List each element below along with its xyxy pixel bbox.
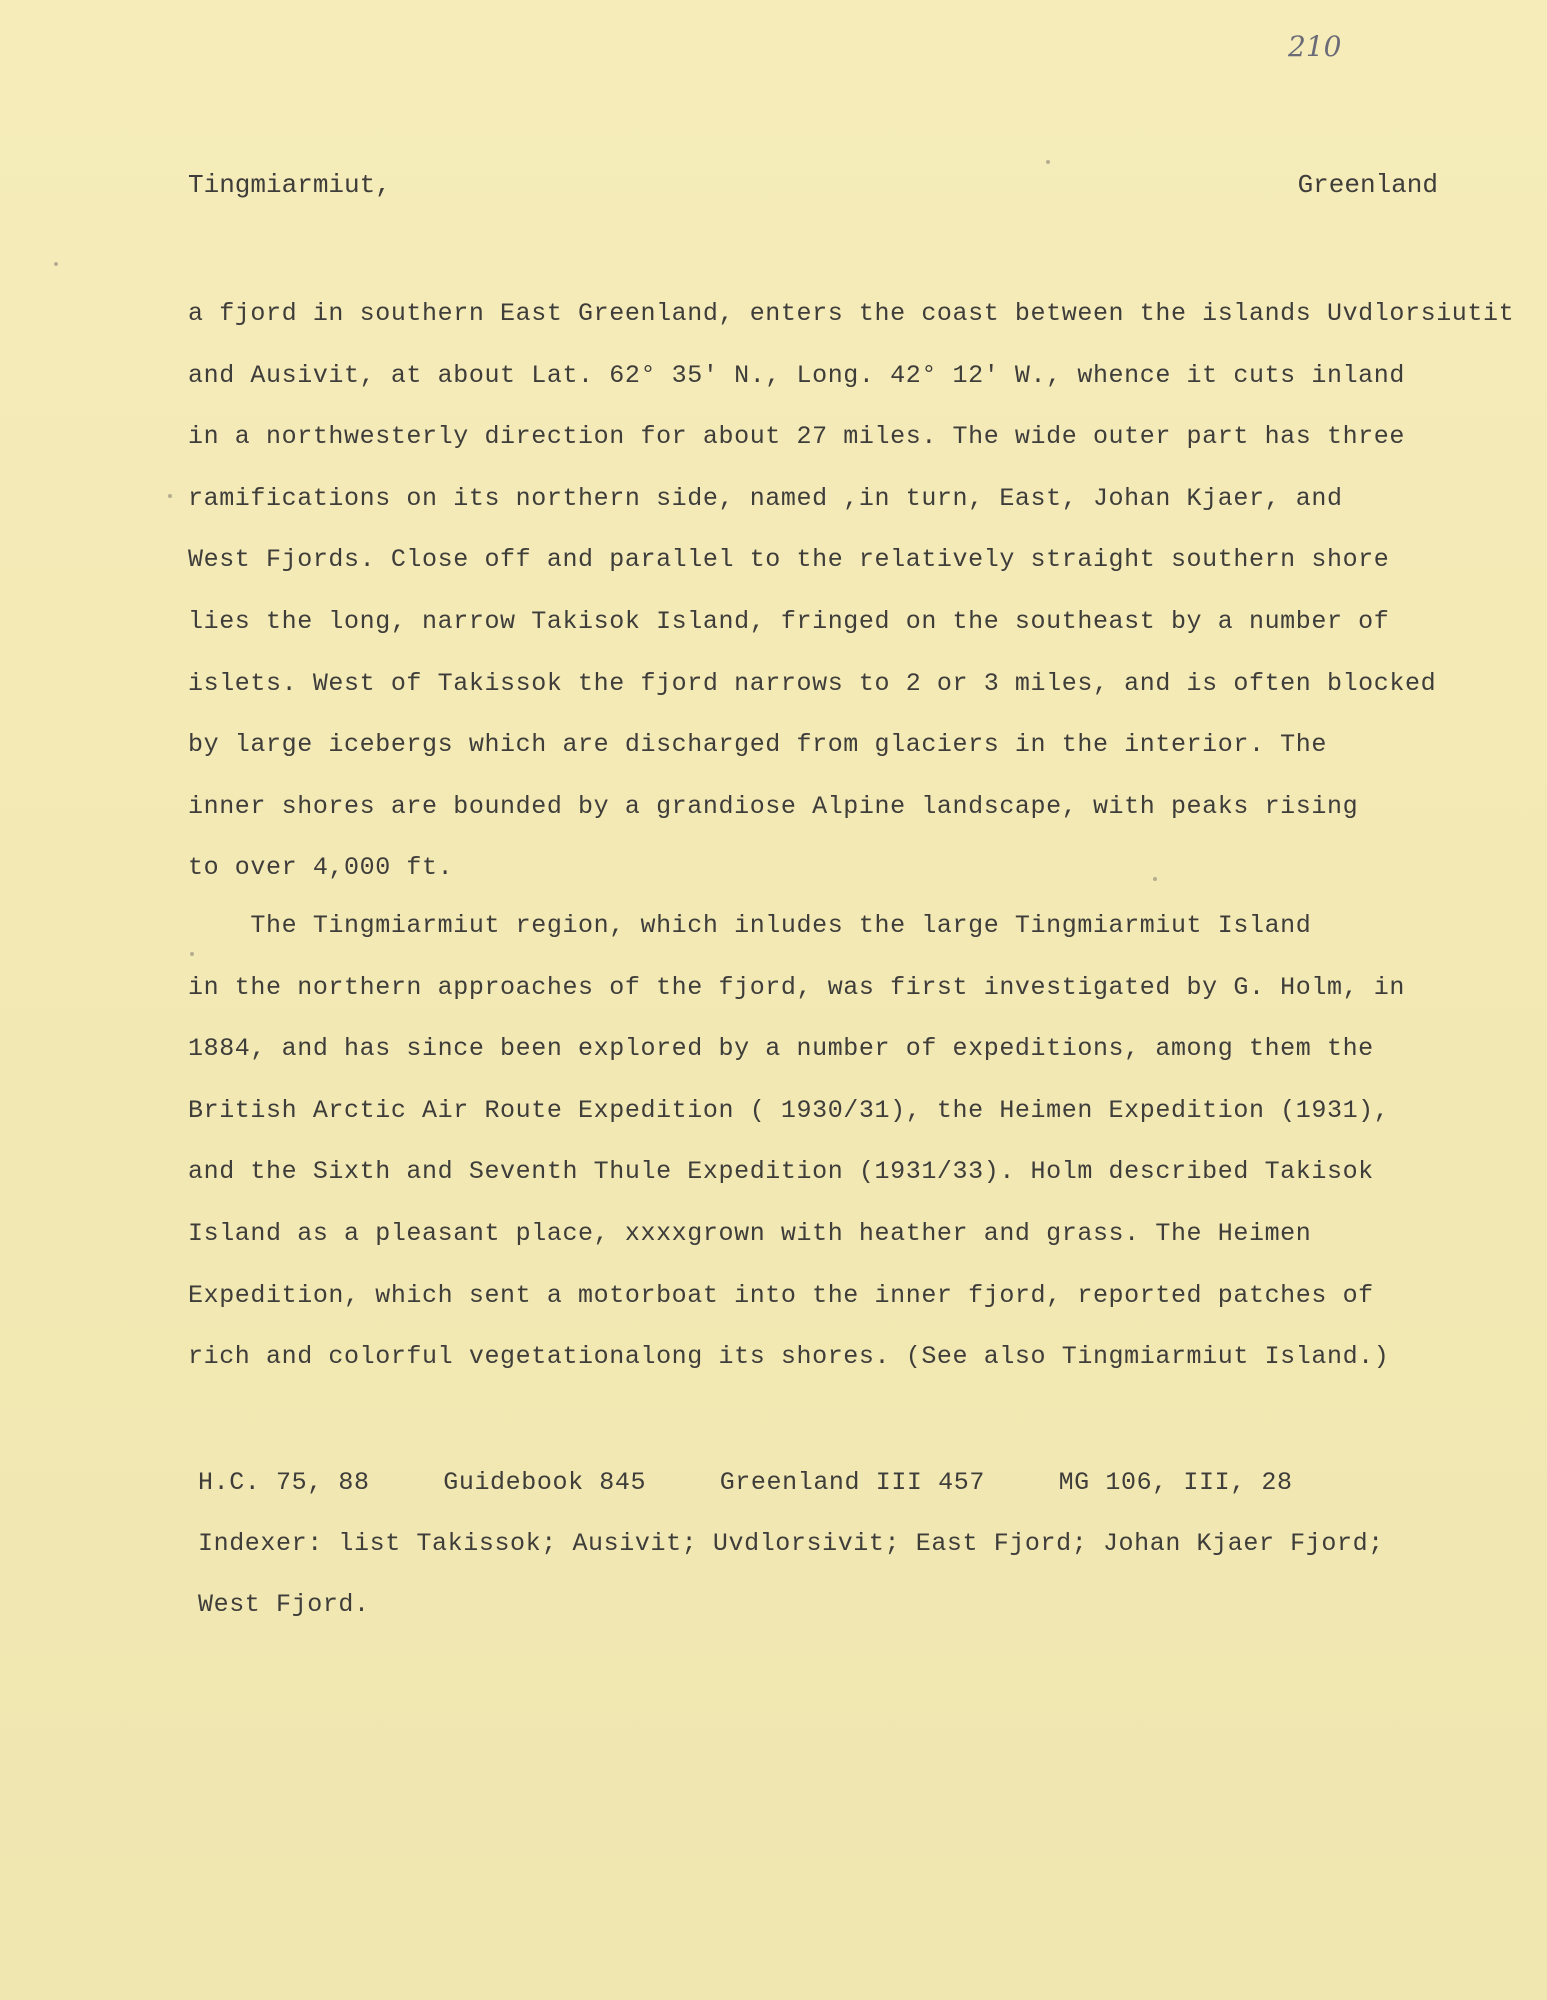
- text-line: British Arctic Air Route Expedition ( 1930/31), the Heimen Expedition (1931),: [188, 1095, 1390, 1125]
- history-paragraph: [188, 895, 1405, 1388]
- indexer-line: Indexer: list Takissok; Ausivit; Uvdlorsivit; East Fjord; Johan Kjaer Fjord;: [198, 1529, 1384, 1558]
- text-line: West Fjords. Close off and parallel to the relatively straight southern shore: [188, 545, 1390, 575]
- source-references: [198, 1452, 1384, 1513]
- references-block: [198, 1452, 1384, 1635]
- text-line: a fjord in southern East Greenland, enters the coast between the islands Uvdlorsiutit: [188, 299, 1515, 328]
- text-line: rich and colorful vegetationalong its shores. (See also Tingmiarmiut Island.): [188, 1342, 1390, 1372]
- text-line: by large icebergs which are discharged from glaciers in the interior. The: [188, 730, 1327, 760]
- text-line: The Tingmiarmiut region, which inludes the large Tingmiarmiut Island: [188, 911, 1312, 940]
- entry-region: Greenland: [1297, 170, 1438, 200]
- entry-heading: [188, 170, 1438, 210]
- entry-title: Tingmiarmiut,: [188, 170, 391, 200]
- text-line: ramifications on its northern side, named ,in turn, East, Johan Kjaer, and: [188, 483, 1343, 513]
- text-line: and Ausivit, at about Lat. 62° 35' N., Long. 42° 12' W., whence it cuts inland: [188, 360, 1405, 390]
- description-paragraph: [188, 283, 1514, 899]
- text-line: inner shores are bounded by a grandiose Alpine landscape, with peaks rising: [188, 791, 1359, 821]
- text-line: to over 4,000 ft.: [188, 853, 454, 883]
- handwritten-page-number: 210: [1288, 30, 1342, 63]
- text-line: islets. West of Takissok the fjord narrows to 2 or 3 miles, and is often blocked: [188, 668, 1437, 698]
- paper-speck: [190, 952, 194, 956]
- text-line: in the northern approaches of the fjord, was first investigated by G. Holm, in: [188, 972, 1405, 1002]
- indexer-line: West Fjord.: [198, 1590, 370, 1619]
- reference-item: Greenland III 457: [719, 1468, 985, 1497]
- text-line: 1884, and has since been explored by a number of expeditions, among them the: [188, 1034, 1374, 1064]
- text-line: Island as a pleasant place, xxxxgrown with heather and grass. The Heimen: [188, 1218, 1312, 1248]
- reference-item: H.C. 75, 88: [198, 1468, 370, 1497]
- text-line: Expedition, which sent a motorboat into the inner fjord, reported patches of: [188, 1280, 1374, 1310]
- paper-speck: [54, 262, 58, 266]
- reference-item: Guidebook 845: [443, 1468, 647, 1497]
- paper-speck: [168, 494, 172, 498]
- reference-item: MG 106, III, 28: [1058, 1468, 1293, 1497]
- paper-speck: [1046, 160, 1050, 164]
- text-line: and the Sixth and Seventh Thule Expedition (1931/33). Holm described Takisok: [188, 1157, 1374, 1187]
- paper-speck: [1153, 877, 1157, 881]
- text-line: in a northwesterly direction for about 27 miles. The wide outer part has three: [188, 422, 1405, 452]
- text-line: lies the long, narrow Takisok Island, fringed on the southeast by a number of: [188, 606, 1390, 636]
